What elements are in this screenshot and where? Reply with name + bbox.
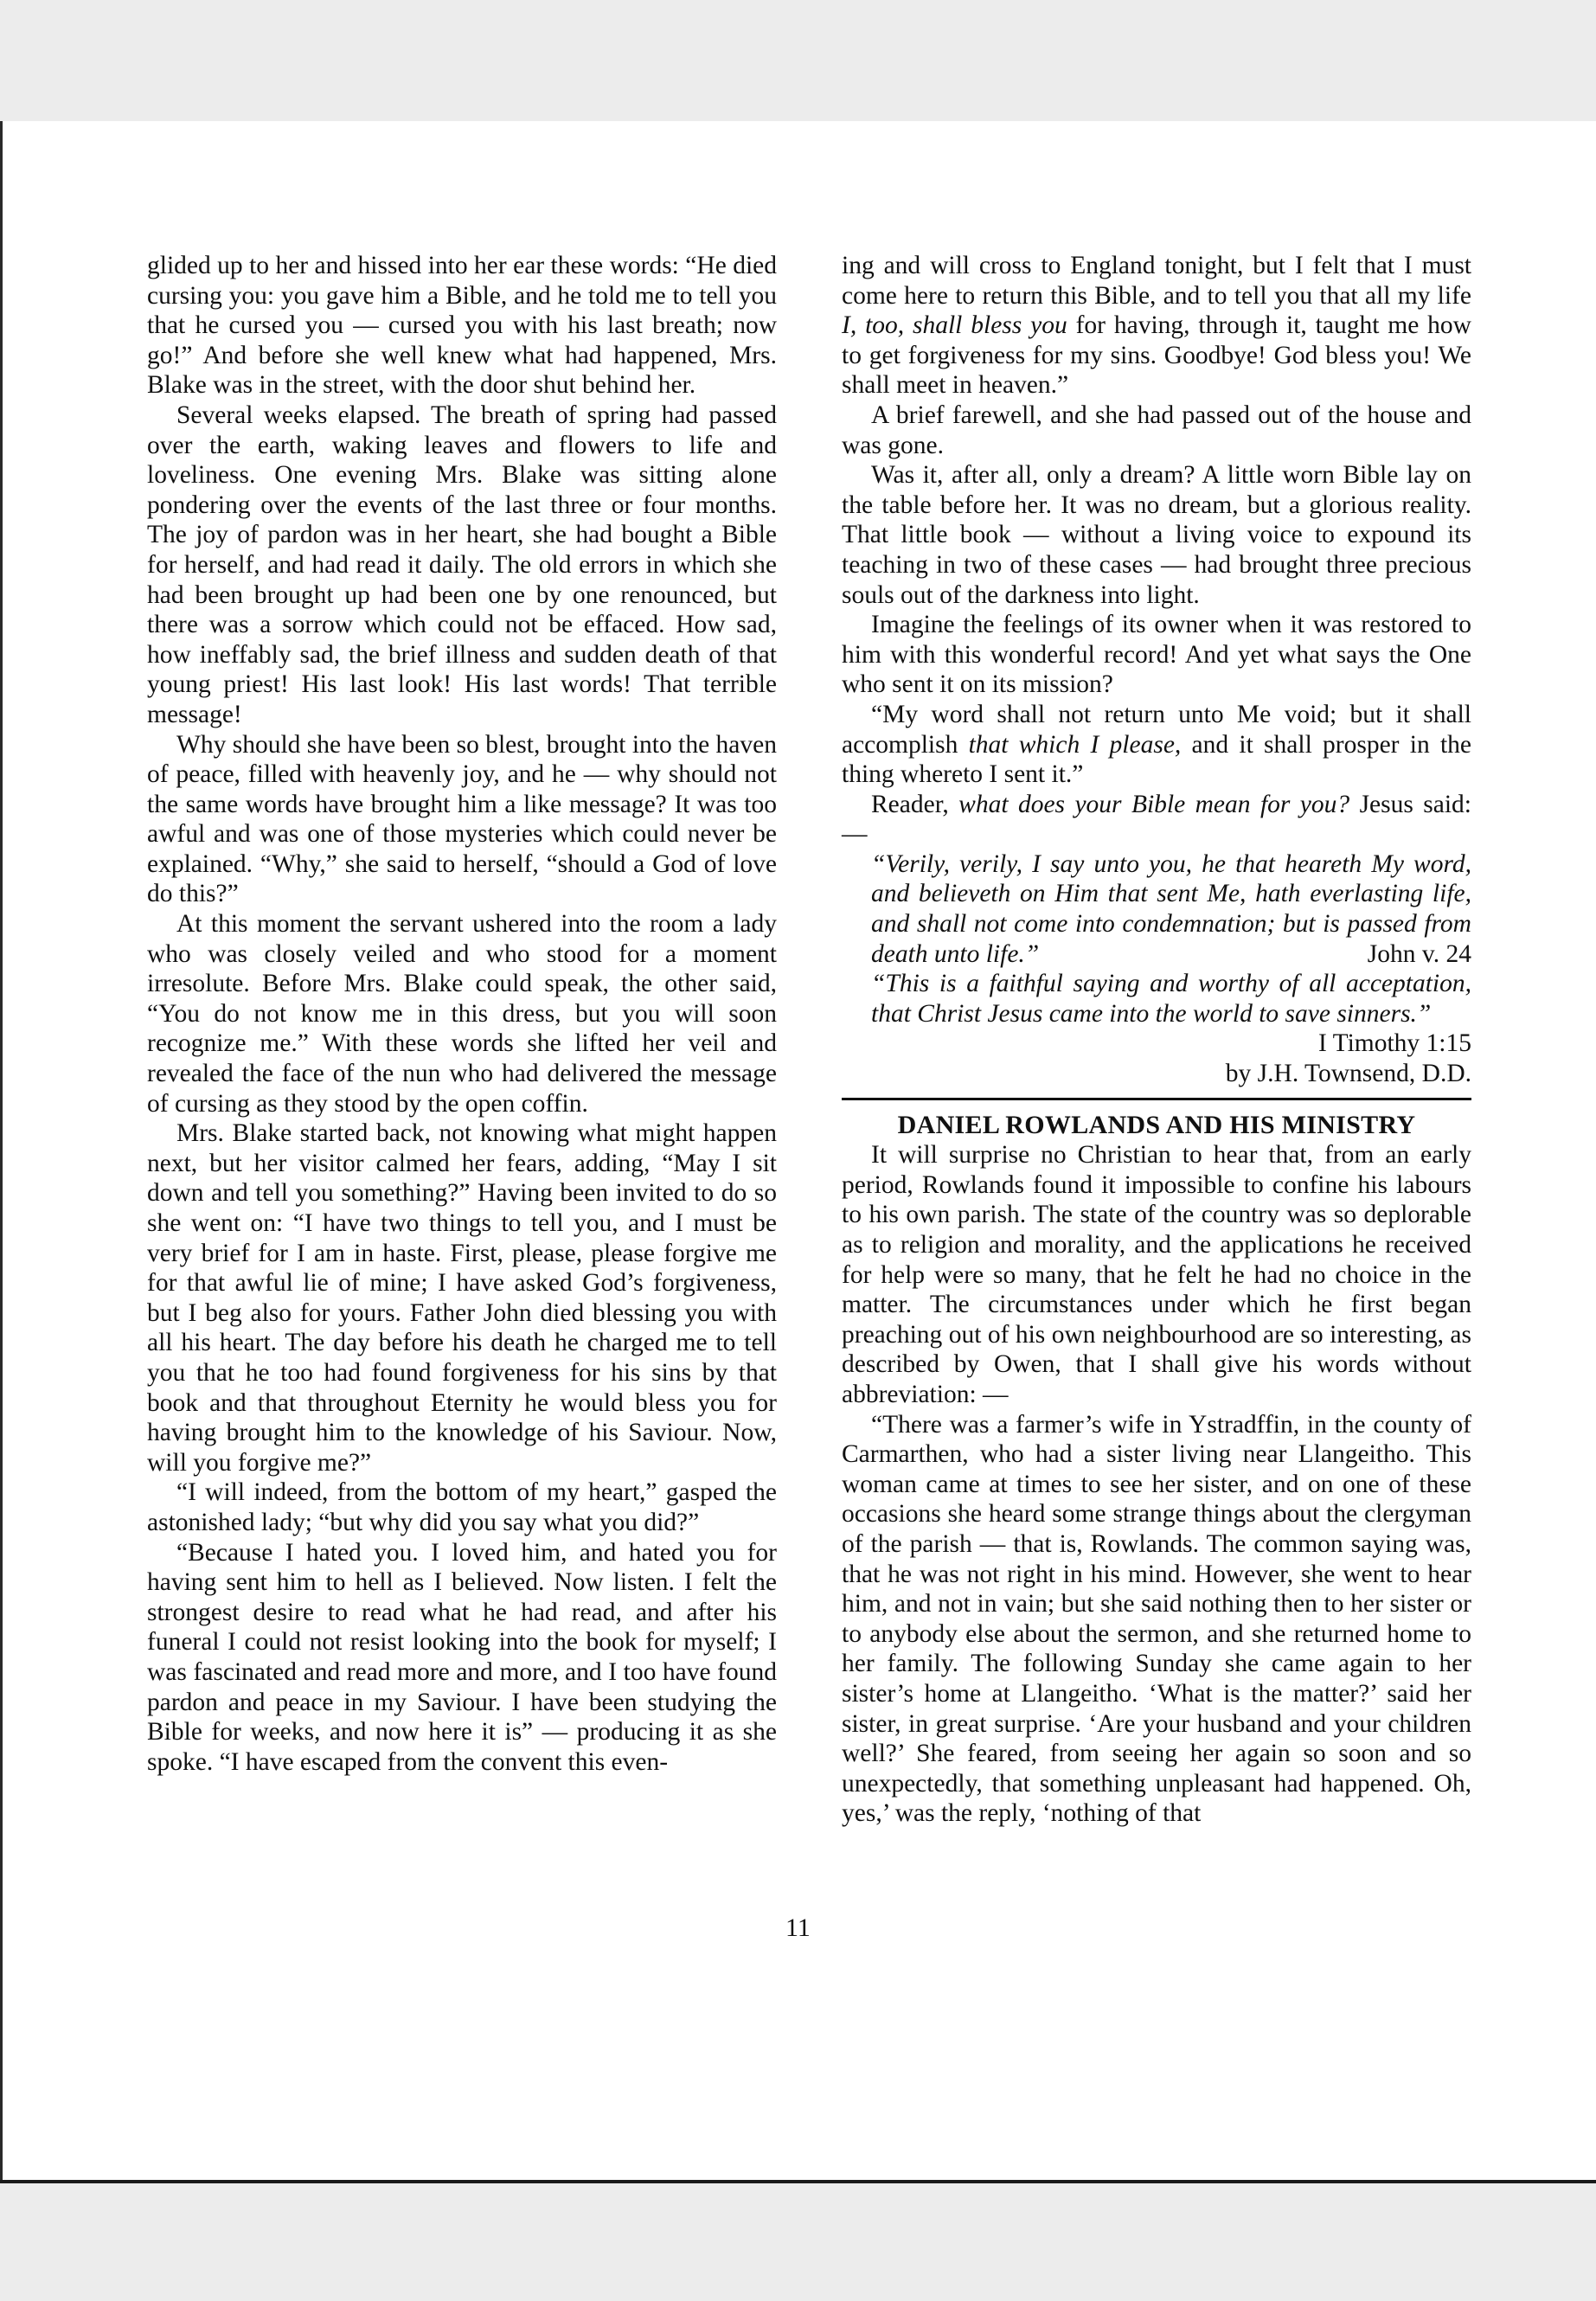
paragraph: Was it, after all, only a dream? A little worn Bible lay on the table before her. It was no dream, but a glorious reality. That little book — without a living voice to expound its teaching in two of these cases — had brought three precious souls out of the darkness into light. bbox=[842, 461, 1471, 609]
italic-text: I, too, shall bless you bbox=[842, 311, 1067, 340]
paragraph: “There was a farmer’s wife in Ystradffin, in the county of Carmarthen, who had a sister living near Llangeitho. This woman came at times to see her sister, and on one of these occasions she heard some strange things about the clergyman of the parish — that is, Rowlands. The common saying was, that he was not right in his mind. However, she went to hear him, and not in vain; but she said nothing then to her sister or to anybody else about the sermon, and she returned home to her family. The following Sunday she came again to her sister’s home at Llangeitho. ‘What is the matter?’ said her sister, in great surprise. ‘Are your husband and your children well?’ She feared, from seeing her again so soon and so unexpectedly, that something unpleasant had happened. Oh, yes,’ was the reply, ‘nothing of that bbox=[842, 1410, 1471, 1828]
page-edge-shadow bbox=[0, 121, 3, 2180]
left-column bbox=[147, 251, 777, 1777]
paragraph: glided up to her and hissed into her ear these words: “He died cursing you: you gave him a Bible, and he told me to tell you that he cursed you — cursed you with his last breath; now go!” And before she well knew what had happened, Mrs. Blake was in the street, with the door shut behind her. bbox=[147, 252, 777, 400]
text-run: and it shall prosper in the thing whereto I sent it.” bbox=[842, 730, 1471, 789]
text-run: Reader, bbox=[871, 790, 959, 818]
quote-body: “This is a faithful saying and worthy of all acceptation, that Christ Jesus came into the world to save sinners.” bbox=[871, 970, 1471, 1028]
paragraph: It will surprise no Christian to hear that, from an early period, Rowlands found it impossible to confine his labours to his own parish. The state of the country was so deplorable as to religion and morality, and the applications he received for help were so many, that he felt he had no choice in the matter. The circumstances under which he first began preaching out of his own neighbourhood are so interesting, as described by Owen, that I shall give his words without abbreviation: — bbox=[842, 1141, 1471, 1408]
paragraph: A brief farewell, and she had passed out of the house and was gone. bbox=[842, 401, 1471, 459]
paragraph: Mrs. Blake started back, not knowing what might happen next, but her visitor calmed her fears, adding, “May I sit down and tell you something?” Having been invited to do so she went on: “I have two things to tell you, and I must be very brief for I am in haste. First, please, please forgive me for that awful lie of mine; I have asked God’s forgiveness, but I beg also for yours. Father John died blessing you with all his heart. The day before his death he charged me to tell you that he too had found forgiveness for his sins by that book and that throughout Eternity he would bless you for having brought him to the knowledge of his Saviour. Now, will you forgive me?” bbox=[147, 1119, 777, 1477]
author-signature: by J.H. Townsend, D.D. bbox=[1225, 1060, 1471, 1088]
text-run: ing and will cross to England tonight, but I felt that I must come here to return this Bible, and to tell you that all my life bbox=[842, 252, 1471, 310]
paragraph bbox=[842, 790, 1471, 849]
right-column bbox=[842, 251, 1471, 1829]
paragraph: “I will indeed, from the bottom of my heart,” gasped the astonished lady; “but why did you say what you did?” bbox=[147, 1478, 777, 1536]
italic-text: what does your Bible mean for you? bbox=[958, 790, 1350, 818]
paragraph: “Because I hated you. I loved him, and hated you for having sent him to hell as I believed. Now listen. I felt the strongest desire to read what he had read, and after his funeral I could not resist looking into the book for myself; I was fascinated and read more and more, and I too have found pardon and peace in my Saviour. I have been studying the Bible for weeks, and now here it is” — producing it as she spoke. “I have escaped from the convent this even- bbox=[147, 1538, 777, 1776]
scripture-quote bbox=[871, 849, 1471, 1058]
page-number: 11 bbox=[785, 1913, 811, 1942]
quote-body: “Verily, verily, I say unto you, he that heareth My word, and believeth on Him that sent Me, hath everlasting life, and shall not come into condemnation; but is passed from death unto life.” bbox=[871, 849, 1471, 968]
text-run: “My word shall not return unto Me void; but it shall accomplish bbox=[842, 700, 1471, 759]
paragraph bbox=[842, 251, 1471, 401]
quote-text bbox=[871, 969, 1471, 1058]
quote-text bbox=[871, 849, 1471, 969]
italic-text: that which I please, bbox=[968, 730, 1182, 759]
paragraph: At this moment the servant ushered into the room a lady who was closely veiled and who stood for a moment irresolute. Before Mrs. Blake could speak, the other said, “You do not know me in this dress, but you will soon recognize me.” With these words she lifted her veil and revealed the face of the nun who had delivered the message of cursing as they stood by the open coffin. bbox=[147, 910, 777, 1118]
paragraph: Why should she have been so blest, brought into the haven of peace, filled with heavenly joy, and he — why should not the same words have brought him a like message? It was too awful and was one of those mysteries which could never be explained. “Why,” she said to herself, “should a God of love do this?” bbox=[147, 730, 777, 908]
paragraph: Imagine the feelings of its owner when it was restored to him with this wonderful record! And yet what says the One who sent it on its mission? bbox=[842, 611, 1471, 699]
paragraph: Several weeks elapsed. The breath of spring had passed over the earth, waking leaves and flowers to life and loveliness. One evening Mrs. Blake was sitting alone pondering over the events of the last three or four months. The joy of pardon was in her heart, she had bought a Bible for herself, and had read it daily. The old errors in which she had been brought up had been one by one renounced, but there was a sorrow which could not be effaced. How sad, how ineffably sad, the brief illness and sudden death of that young priest! His last look! His last words! That terrible message! bbox=[147, 401, 777, 728]
document-page bbox=[0, 121, 1596, 2183]
section-title: DANIEL ROWLANDS AND HIS MINISTRY bbox=[897, 1110, 1416, 1139]
paragraph bbox=[842, 700, 1471, 790]
section-divider bbox=[842, 1098, 1471, 1100]
text-run: Jesus said: — bbox=[842, 790, 1471, 849]
scripture-reference: John v. 24 bbox=[1367, 939, 1471, 968]
text-run: for having, through it, taught me how to get forgiveness for my sins. Goodbye! God bless you! We shall meet in heaven.” bbox=[842, 311, 1471, 400]
scripture-reference: I Timothy 1:15 bbox=[1317, 1029, 1471, 1058]
